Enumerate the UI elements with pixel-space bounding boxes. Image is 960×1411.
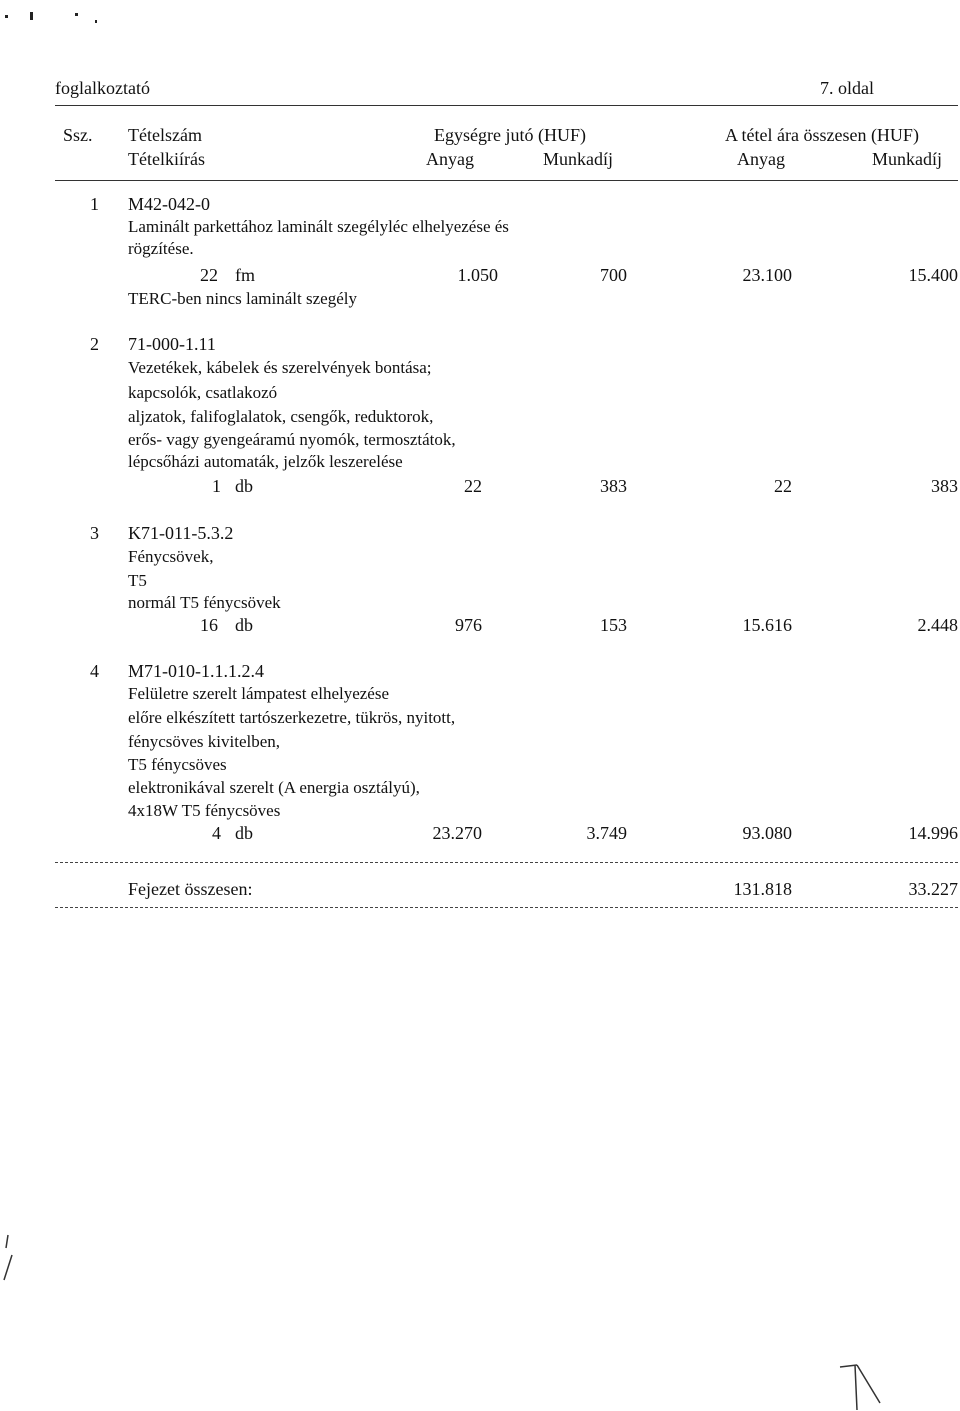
item-unit-anyag: 23.270 [432, 823, 482, 843]
item-description-line: fénycsöves kivitelben, [128, 732, 281, 751]
col-total-anyag: Anyag [737, 149, 785, 169]
item-unit-anyag: 976 [455, 615, 482, 635]
margin-scribble [0, 1230, 20, 1290]
item-description-line: erős- vagy gyengeáramú nyomók, termosztátok, [128, 430, 456, 449]
item-unit: db [235, 615, 253, 635]
item-description-line: aljzatok, falifoglalatok, csengők, reduktorok, [128, 407, 434, 426]
item-unit: fm [235, 265, 255, 285]
item-total-anyag: 15.616 [742, 615, 792, 635]
corner-scribble [835, 1355, 895, 1411]
item-unit-munkadij: 3.749 [586, 823, 627, 843]
col-tetelszam: Tételszám [128, 125, 202, 145]
col-unit-anyag: Anyag [426, 149, 474, 169]
item-number: 3 [90, 523, 99, 543]
scan-speck [75, 13, 78, 16]
item-description-line: rögzítése. [128, 239, 194, 258]
item-total-anyag: 93.080 [742, 823, 792, 843]
item-description-line: lépcsőházi automaták, jelzők leszerelése [128, 452, 403, 471]
item-unit-anyag: 22 [464, 476, 482, 496]
header-left: foglalkoztató [55, 78, 150, 98]
scan-speck [30, 12, 33, 20]
item-description-line: T5 [128, 571, 147, 590]
col-unit-munkadij: Munkadíj [543, 149, 613, 169]
item-description-line: elektronikával szerelt (A energia osztályú), [128, 778, 420, 797]
item-description-line: 4x18W T5 fénycsöves [128, 801, 281, 820]
summary-label: Fejezet összesen: [128, 879, 253, 899]
item-description-line: Felületre szerelt lámpatest elhelyezése [128, 684, 390, 703]
item-quantity: 4 [212, 823, 221, 843]
page-number: 7. oldal [820, 78, 874, 98]
item-description-line: T5 fénycsöves [128, 755, 227, 774]
col-tetelkiiras: Tételkiírás [128, 149, 205, 169]
header-rule [55, 105, 958, 106]
item-total-munkadij: 14.996 [908, 823, 958, 843]
item-description-line: Fénycsövek, [128, 547, 214, 566]
col-total-group: A tétel ára összesen (HUF) [725, 125, 919, 145]
item-note: TERC-ben nincs laminált szegély [128, 289, 357, 308]
scan-speck [95, 20, 97, 23]
item-number: 1 [90, 194, 99, 214]
item-quantity: 1 [212, 476, 221, 496]
scan-speck [5, 15, 8, 18]
summary-total-anyag: 131.818 [733, 879, 792, 899]
item-quantity: 22 [200, 265, 218, 285]
col-ssz: Ssz. [63, 125, 93, 145]
summary-total-munkadij: 33.227 [908, 879, 958, 899]
column-header-rule [55, 180, 958, 181]
item-unit-anyag: 1.050 [457, 265, 498, 285]
col-unit-group: Egységre jutó (HUF) [434, 125, 586, 145]
item-total-munkadij: 383 [931, 476, 958, 496]
item-description-line: kapcsolók, csatlakozó [128, 383, 278, 402]
item-unit: db [235, 476, 253, 496]
item-description-line: előre elkészített tartószerkezetre, tükrös, nyitott, [128, 708, 456, 727]
item-quantity: 16 [200, 615, 218, 635]
item-unit-munkadij: 383 [600, 476, 627, 496]
item-code: M71-010-1.1.1.2.4 [128, 661, 264, 681]
item-total-munkadij: 2.448 [917, 615, 958, 635]
item-number: 2 [90, 334, 99, 354]
item-total-anyag: 23.100 [742, 265, 792, 285]
summary-bottom-rule [55, 907, 958, 908]
col-total-munkadij: Munkadíj [872, 149, 942, 169]
item-number: 4 [90, 661, 99, 681]
item-code: 71-000-1.11 [128, 334, 216, 354]
item-code: K71-011-5.3.2 [128, 523, 234, 543]
item-code: M42-042-0 [128, 194, 210, 214]
item-description-line: Laminált parkettához laminált szegélyléc elhelyezése és [128, 217, 509, 236]
item-total-munkadij: 15.400 [908, 265, 958, 285]
item-unit: db [235, 823, 253, 843]
item-total-anyag: 22 [774, 476, 792, 496]
item-unit-munkadij: 700 [600, 265, 627, 285]
summary-top-rule [55, 862, 958, 863]
item-description-line: Vezetékek, kábelek és szerelvények bontása; [128, 358, 432, 377]
item-description-line: normál T5 fénycsövek [128, 593, 281, 612]
item-unit-munkadij: 153 [600, 615, 627, 635]
